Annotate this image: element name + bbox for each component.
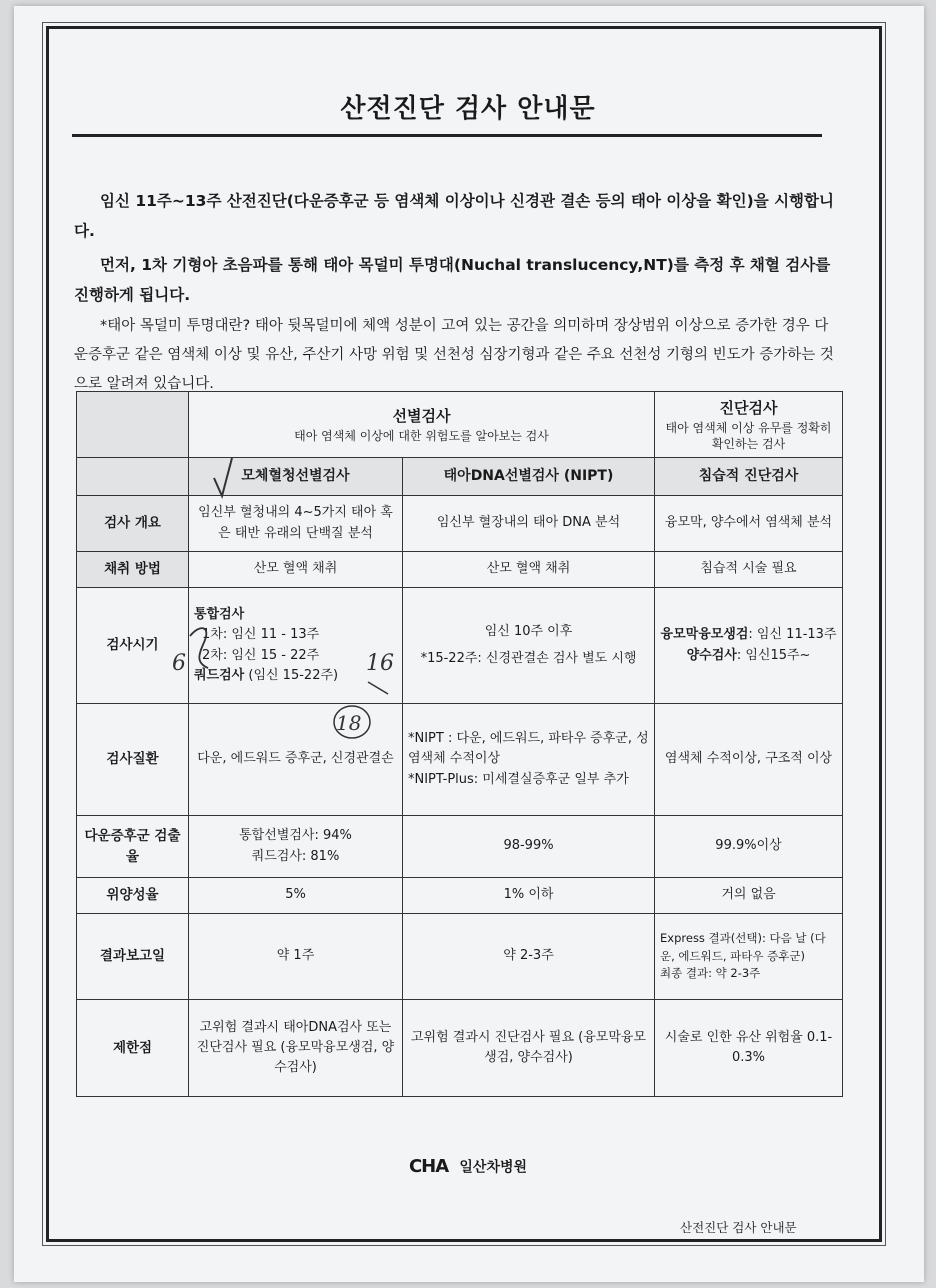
cell-detection-3: 99.9%이상 bbox=[655, 816, 843, 878]
quad-test-label: 쿼드검사 bbox=[194, 667, 245, 683]
table-row bbox=[77, 392, 843, 458]
row-label-limits: 제한점 bbox=[77, 1000, 189, 1097]
screening-desc: 태아 염색체 이상에 대한 위험도를 알아보는 검사 bbox=[294, 429, 549, 444]
cell-disease-3: 염색체 수적이상, 구조적 이상 bbox=[655, 704, 843, 816]
table-row bbox=[77, 552, 843, 588]
table-row bbox=[77, 914, 843, 1000]
final-result: 최종 결과: 약 2-3주 bbox=[660, 966, 761, 981]
row-label-false-positive: 위양성율 bbox=[77, 878, 189, 914]
diagnostic-desc: 태아 염색체 이상 유무를 정확히 확인하는 검사 bbox=[665, 420, 832, 452]
cell-disease-2 bbox=[403, 704, 655, 816]
footer-label: 산전진단 검사 안내문 bbox=[680, 1220, 797, 1235]
cell-report-1: 약 1주 bbox=[189, 914, 403, 1000]
nipt-diseases: *NIPT : 다운, 에드워드, 파타우 증후군, 성염색체 수적이상 bbox=[408, 731, 649, 767]
amnio-period: : 임신15주~ bbox=[736, 647, 811, 663]
comparison-table bbox=[76, 391, 843, 1097]
intro-paragraph-2-text: 먼저, 1차 기형아 초음파를 통해 태아 목덜미 투명대(Nuchal translucency,NT)를 측정 후 채혈 검사를 진행하게 됩니다. bbox=[74, 256, 831, 304]
corner-cell bbox=[77, 392, 189, 458]
col-maternal-serum: 모체혈청선별검사 bbox=[189, 458, 403, 496]
cell-report-2: 약 2-3주 bbox=[403, 914, 655, 1000]
nipt-ntd-note: *15-22주: 신경관결손 검사 별도 시행 bbox=[420, 650, 637, 666]
table-row bbox=[77, 1000, 843, 1097]
table-row bbox=[77, 878, 843, 914]
cell-overview-1: 임신부 혈청내의 4~5가지 태아 혹은 태반 유래의 단백질 분석 bbox=[189, 496, 403, 552]
cell-timing-3 bbox=[655, 588, 843, 704]
cha-logo-mark: CHA bbox=[408, 1156, 449, 1177]
cell-limits-1: 고위험 결과시 태아DNA검사 또는 진단검사 필요 (융모막융모생검, 양수검사) bbox=[189, 1000, 403, 1097]
cvs-period: : 임신 11-13주 bbox=[748, 627, 837, 643]
cell-limits-3: 시술로 인한 유산 위험율 0.1-0.3% bbox=[655, 1000, 843, 1097]
cell-report-3 bbox=[655, 914, 843, 1000]
hospital-logo bbox=[0, 1156, 936, 1177]
integrated-test-label: 통합검사 bbox=[194, 607, 245, 623]
integrated-stage-2: 2차: 임신 15 - 22주 bbox=[202, 647, 320, 663]
cell-overview-2: 임신부 혈장내의 태아 DNA 분석 bbox=[403, 496, 655, 552]
row-label-method: 채취 방법 bbox=[77, 552, 189, 588]
table-row bbox=[77, 816, 843, 878]
nipt-timing: 임신 10주 이후 bbox=[484, 624, 573, 640]
cell-fp-3: 거의 없음 bbox=[655, 878, 843, 914]
nt-definition-paragraph bbox=[74, 312, 834, 399]
hospital-name: 일산차병원 bbox=[459, 1159, 528, 1176]
handwritten-16: 16 bbox=[366, 651, 394, 676]
table-row bbox=[77, 704, 843, 816]
cvs-label: 융모막융모생검 bbox=[660, 627, 749, 643]
cell-fp-1: 5% bbox=[189, 878, 403, 914]
row-label-detection: 다운증후군 검출율 bbox=[77, 816, 189, 878]
diagnostic-title: 진단검사 bbox=[719, 398, 778, 417]
cell-overview-3: 융모막, 양수에서 염색체 분석 bbox=[655, 496, 843, 552]
intro-paragraph-2 bbox=[74, 250, 834, 310]
handwritten-6: 6 bbox=[172, 651, 186, 676]
col-invasive: 침습적 진단검사 bbox=[655, 458, 843, 496]
nipt-plus-diseases: *NIPT-Plus: 미세결실증후군 일부 추가 bbox=[408, 771, 629, 787]
row-label-timing: 검사시기 bbox=[77, 588, 189, 704]
quad-detection: 쿼드검사: 81% bbox=[251, 848, 340, 864]
amnio-label: 양수검사 bbox=[686, 647, 737, 663]
table-row bbox=[77, 458, 843, 496]
quad-test-period: (임신 15-22주) bbox=[244, 667, 339, 683]
table-row bbox=[77, 588, 843, 704]
integrated-detection: 통합선별검사: 94% bbox=[239, 828, 352, 844]
cell-timing-2 bbox=[403, 588, 655, 704]
row-label-disease: 검사질환 bbox=[77, 704, 189, 816]
table-row bbox=[77, 496, 843, 552]
express-result: Express 결과(선택): 다음 날 (다운, 에드워드, 파타우 증후군) bbox=[660, 930, 826, 963]
cell-method-1: 산모 혈액 채취 bbox=[189, 552, 403, 588]
nt-definition-text: *태아 목덜미 투명대란? 태아 뒷목덜미에 체액 성분이 고여 있는 공간을 의미하며 장상범위 이상으로 증가한 경우 다운증후군 같은 염색체 이상 및 유산, 주산기 사망 위험 및 선천성 심장기형과 같은 주요 선천성 기형의 빈도가 증가하는 것으로 알려져 있습니다. bbox=[74, 318, 834, 392]
cell-detection-1 bbox=[189, 816, 403, 878]
screening-header bbox=[189, 392, 655, 458]
cell-limits-2: 고위험 결과시 진단검사 필요 (융모막융모생검, 양수검사) bbox=[403, 1000, 655, 1097]
cell-method-3: 침습적 시술 필요 bbox=[655, 552, 843, 588]
intro-paragraph-1 bbox=[74, 186, 834, 246]
row-label-report: 결과보고일 bbox=[77, 914, 189, 1000]
diagnostic-header bbox=[655, 392, 843, 458]
corner-cell-2 bbox=[77, 458, 189, 496]
cell-fp-2: 1% 이하 bbox=[403, 878, 655, 914]
cell-timing-1 bbox=[189, 588, 403, 704]
col-nipt: 태아DNA선별검사 (NIPT) bbox=[403, 458, 655, 496]
integrated-stage-1: 1차: 임신 11 - 13주 bbox=[202, 627, 320, 643]
document-title: 산전진단 검사 안내문 bbox=[340, 94, 596, 124]
cell-detection-2: 98-99% bbox=[403, 816, 655, 878]
cell-method-2: 산모 혈액 채취 bbox=[403, 552, 655, 588]
screening-title: 선별검사 bbox=[392, 406, 451, 425]
handwritten-18: 18 bbox=[336, 711, 362, 735]
title-underline bbox=[72, 134, 822, 137]
intro-paragraph-1-text: 임신 11주~13주 산전진단(다운증후군 등 염색체 이상이나 신경관 결손 등의 태아 이상을 확인)을 시행합니다. bbox=[74, 192, 834, 240]
row-label-overview: 검사 개요 bbox=[77, 496, 189, 552]
cell-disease-1: 다운, 에드워드 증후군, 신경관결손 bbox=[189, 704, 403, 816]
